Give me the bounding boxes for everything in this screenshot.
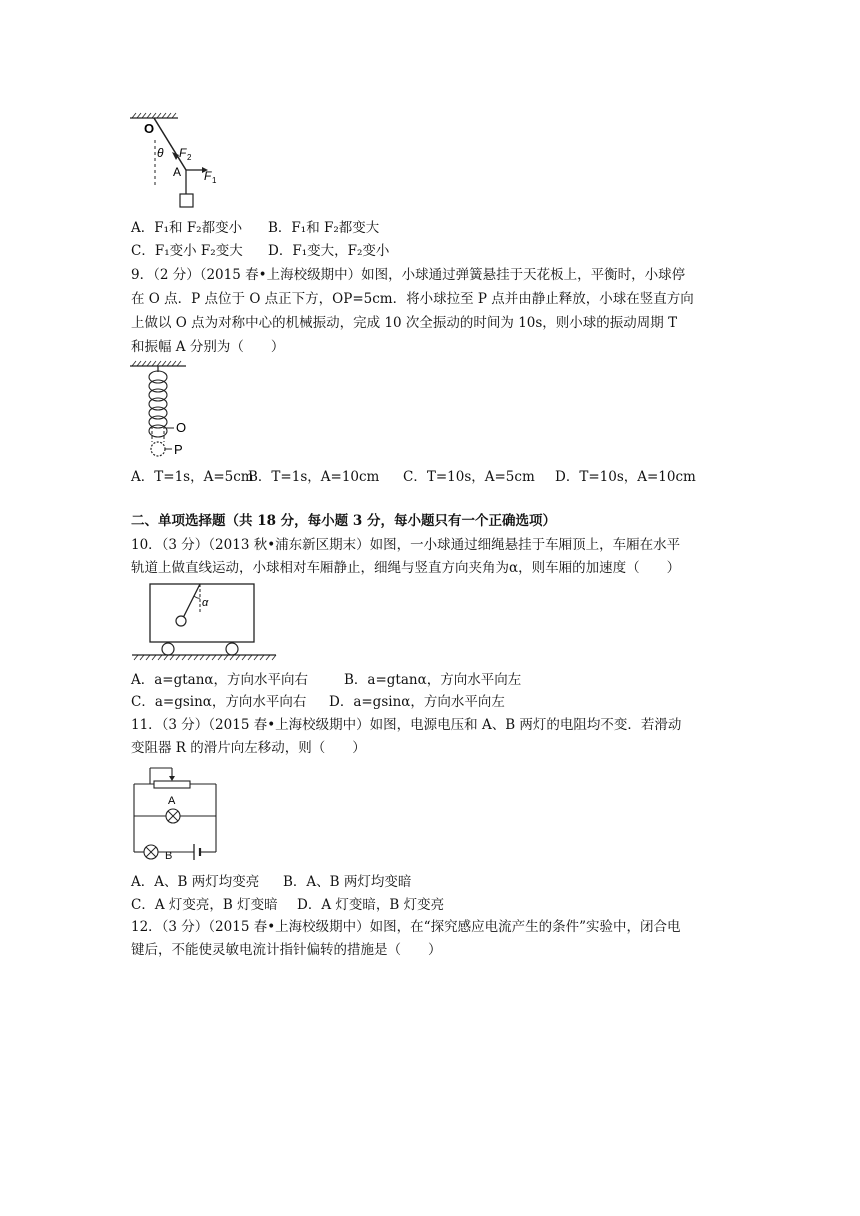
q8-label-theta: θ — [157, 146, 164, 160]
q9-stem-line-2: 在 O 点．P 点位于 O 点正下方，OP=5cm．将小球拉至 P 点并由静止释放，小球在竖直方向 — [131, 291, 694, 307]
q8-label-f1: F — [204, 169, 212, 183]
q12-stem-line-2: 键后，不能使灵敏电流计指针偏转的措施是（ ） — [131, 942, 442, 958]
q9-stem-line-4: 和振幅 A 分别为（ ） — [131, 339, 285, 355]
q9-label-o: O — [176, 420, 187, 435]
q8-label-f1-sub: 1 — [212, 176, 217, 185]
q8-option-b: B．F₁和 F₂都变大 — [268, 220, 380, 236]
q10-option-d: D．a=gsinα，方向水平向左 — [329, 694, 505, 710]
q8-label-f2-sub: 2 — [187, 153, 192, 162]
q8-label-f2: F — [179, 146, 187, 160]
q11-stem-line-2: 变阻器 R 的滑片向左移动，则（ ） — [131, 740, 366, 756]
q9-option-b: B．T=1s，A=10cm — [248, 469, 380, 485]
q11-circuit-figure — [128, 764, 228, 864]
q8-label-o: O — [144, 121, 155, 136]
q10-option-b: B．a=gtanα，方向水平向左 — [344, 672, 522, 688]
q8-option-d: D．F₁变大，F₂变小 — [268, 243, 390, 259]
q9-label-p: P — [174, 442, 183, 457]
q11-label-b: B — [165, 850, 173, 862]
q10-label-alpha: α — [202, 597, 209, 609]
q10-stem-line-1: 10．（3 分）（2013 秋•浦东新区期末）如图，一小球通过细绳悬挂于车厢顶上，车厢在水平 — [131, 537, 681, 553]
q9-option-d: D．T=10s，A=10cm — [555, 469, 696, 485]
q9-option-c: C．T=10s，A=5cm — [403, 469, 535, 485]
q8-label-a: A — [173, 165, 182, 179]
q10-carriage-figure — [128, 580, 280, 664]
q8-options-row-1 — [131, 218, 242, 238]
q10-stem-line-2: 轨道上做直线运动，小球相对车厢静止，细绳与竖直方向夹角为α，则车厢的加速度（ ） — [131, 560, 681, 576]
q10-option-c: C．a=gsinα，方向水平向右 — [131, 694, 307, 710]
q9-spring-figure — [126, 360, 196, 460]
q10-option-a: A．a=gtanα，方向水平向右 — [131, 672, 309, 688]
q11-option-d: D．A 灯变暗，B 灯变亮 — [297, 897, 445, 913]
q9-option-a: A．T=1s，A=5cm — [131, 469, 254, 485]
q11-stem-line-1: 11．（3 分）（2015 春•上海校级期中）如图，电源电压和 A、B 两灯的电阻均不变．若滑动 — [131, 717, 682, 733]
q8-option-a: A．F₁和 F₂都变小 — [131, 220, 243, 236]
q11-option-a: A．A、B 两灯均变亮 — [131, 874, 260, 890]
q11-label-a: A — [168, 795, 176, 807]
q8-option-c: C．F₁变小 F₂变大 — [131, 243, 243, 259]
section-heading: 二、单项选择题（共 18 分，每小题 3 分，每小题只有一个正确选项） — [131, 513, 556, 529]
q9-stem-line-3: 上做以 O 点为对称中心的机械振动，完成 10 次全振动的时间为 10s，则小球的振动周期 T — [131, 315, 678, 331]
q11-option-b: B．A、B 两灯均变暗 — [283, 874, 412, 890]
q12-stem-line-1: 12．（3 分）（2015 春•上海校级期中）如图，在“探究感应电流产生的条件”实验中，闭合电 — [131, 919, 681, 935]
q8-pendulum-figure — [126, 112, 226, 212]
q11-option-c: C．A 灯变亮，B 灯变暗 — [131, 897, 278, 913]
q9-stem-line-1: 9．（2 分）（2015 春•上海校级期中）如图，小球通过弹簧悬挂于天花板上，平衡时，小球停 — [131, 267, 686, 283]
